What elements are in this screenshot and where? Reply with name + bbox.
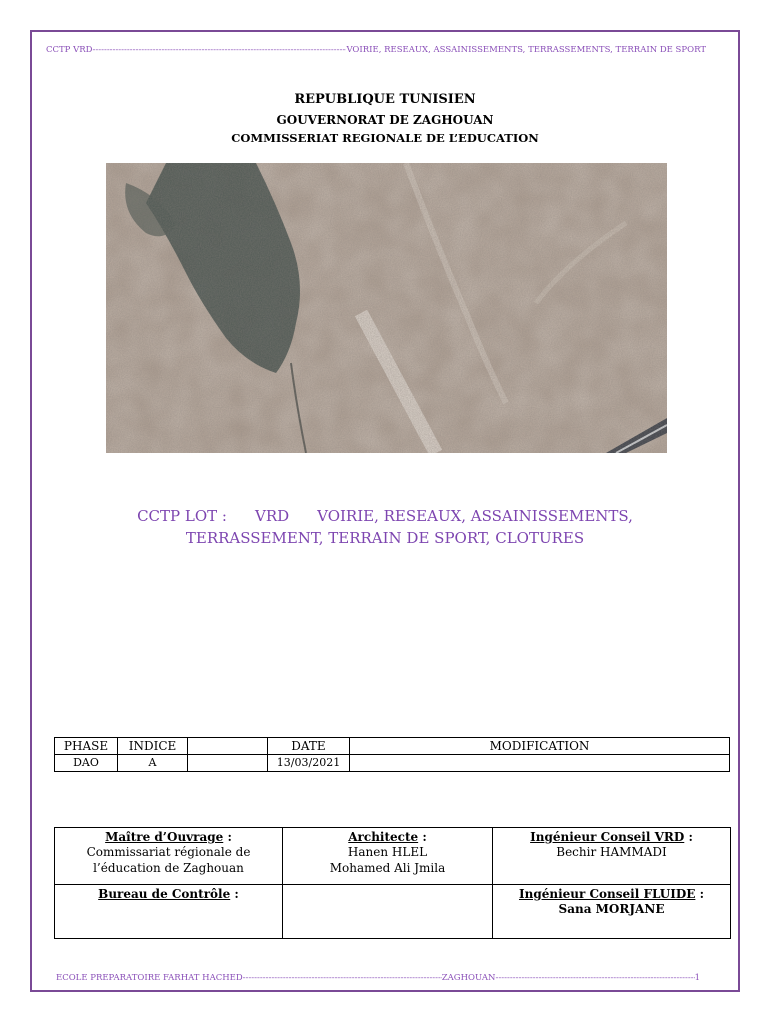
phase-table — [54, 737, 730, 772]
title-governorate: GOUVERNORAT DE ZAGHOUAN — [276, 113, 494, 127]
fluide-role-suffix: : — [695, 887, 704, 901]
footer-dots-2 — [495, 973, 694, 983]
date-header: DATE — [268, 738, 350, 755]
parties-row-1 — [55, 828, 731, 885]
satellite-image — [106, 163, 667, 453]
fluide-cell — [493, 885, 731, 939]
running-footer — [56, 973, 700, 983]
indice-header: INDICE — [118, 738, 188, 755]
bureau-role-suffix: : — [230, 887, 239, 901]
bureau-cell — [55, 885, 283, 939]
vrd-line-1: Bechir HAMMADI — [556, 845, 667, 859]
fluide-role: Ingénieur Conseil FLUIDE — [518, 887, 696, 901]
footer-page: 1 — [694, 973, 700, 983]
architecte-cell — [283, 828, 493, 885]
maitre-line-2: l’éducation de Zaghouan — [93, 861, 244, 875]
vrd-cell — [493, 828, 731, 885]
vrd-role: Ingénieur Conseil VRD — [530, 830, 685, 844]
title-republic: REPUBLIQUE TUNISIEN — [294, 92, 476, 107]
title-commissariat: COMMISSERIAT REGIONALE DE L’EDUCATION — [231, 131, 539, 145]
running-header — [46, 45, 706, 55]
header-dots — [92, 45, 346, 55]
modification-value — [350, 755, 730, 772]
architecte-role-suffix: : — [418, 830, 427, 844]
phase-value: DAO — [55, 755, 118, 772]
phase-header: PHASE — [55, 738, 118, 755]
blank-header — [188, 738, 268, 755]
maitre-cell — [55, 828, 283, 885]
maitre-line-1: Commissariat régionale de — [86, 845, 251, 859]
date-value: 13/03/2021 — [268, 755, 350, 772]
bureau-role: Bureau de Contrôle — [98, 887, 231, 901]
footer-left: ECOLE PREPARATOIRE FARHAT HACHED — [56, 973, 243, 983]
lot-line-1 — [100, 507, 670, 525]
phase-row — [55, 755, 730, 772]
empty-cell — [283, 885, 493, 939]
maitre-role-suffix: : — [223, 830, 232, 844]
architecte-line-2: Mohamed Ali Jmila — [329, 861, 446, 875]
parties-table — [54, 827, 731, 939]
modification-header: MODIFICATION — [350, 738, 730, 755]
maitre-role: Maître d’Ouvrage — [105, 830, 224, 844]
lot-code: VRD — [254, 507, 290, 525]
satellite-photo — [106, 163, 667, 453]
blank-value — [188, 755, 268, 772]
lot-desc-1: VOIRIE, RESEAUX, ASSAINISSEMENTS, — [317, 507, 633, 525]
header-left: CCTP VRD — [46, 45, 93, 55]
architecte-role: Architecte — [348, 830, 419, 844]
indice-value: A — [118, 755, 188, 772]
vrd-role-suffix: : — [684, 830, 693, 844]
parties-row-2 — [55, 885, 731, 939]
lot-label: CCTP LOT : — [137, 507, 227, 525]
footer-dots-1 — [243, 973, 442, 983]
footer-middle: ZAGHOUAN — [441, 973, 496, 983]
lot-desc-2: TERRASSEMENT, TERRAIN DE SPORT, CLOTURES — [185, 529, 585, 547]
phase-header-row — [55, 738, 730, 755]
header-right: VOIRIE, RESEAUX, ASSAINISSEMENTS, TERRASSEMENTS, TERRAIN DE SPORT — [346, 45, 706, 55]
architecte-line-1: Hanen HLEL — [347, 845, 428, 859]
fluide-line-1: Sana MORJANE — [558, 902, 665, 916]
